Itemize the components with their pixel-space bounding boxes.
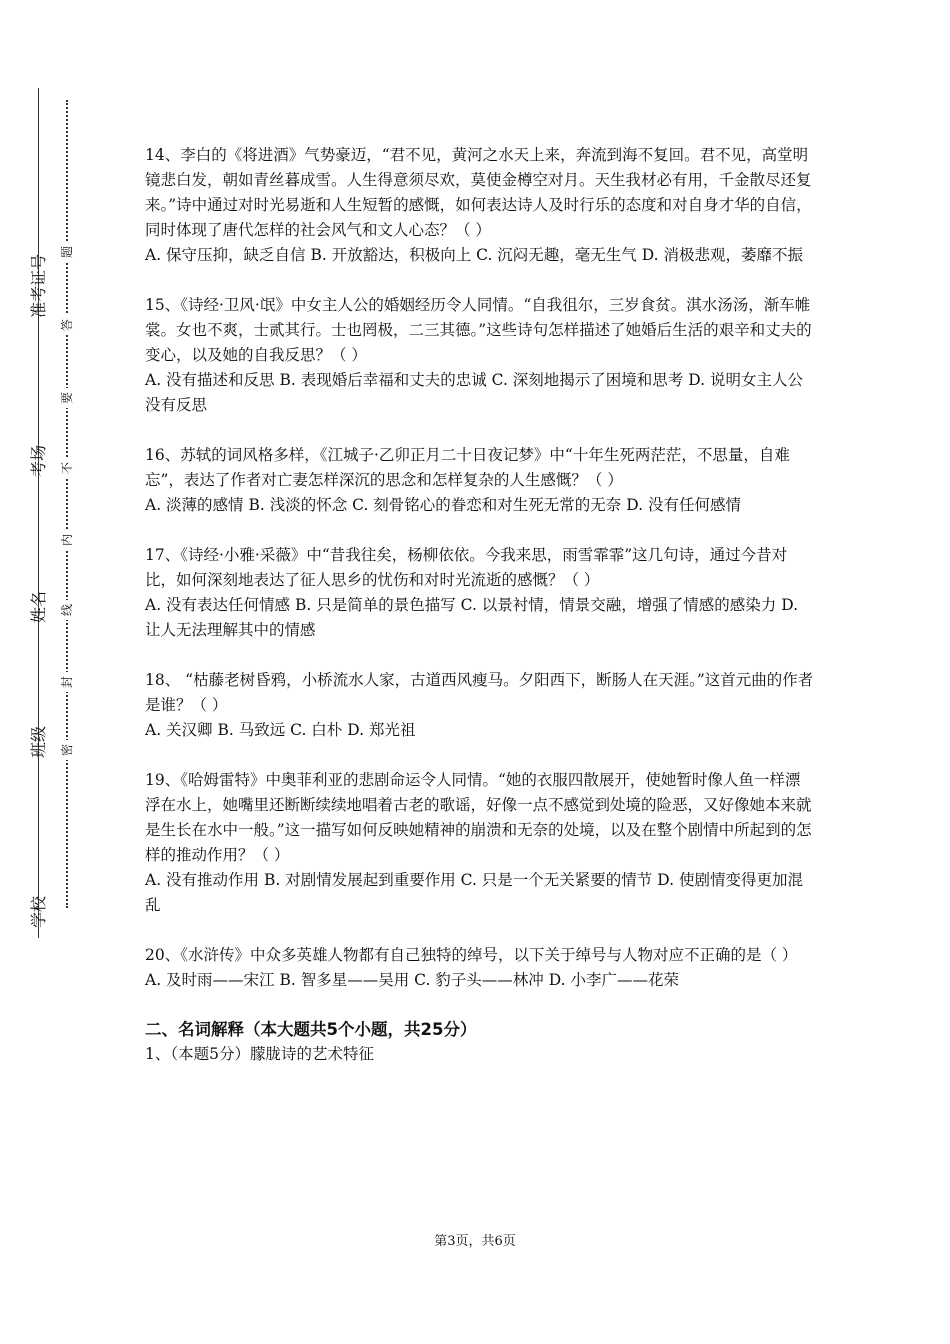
question-19 bbox=[145, 768, 815, 918]
question-16 bbox=[145, 443, 815, 518]
question-15 bbox=[145, 293, 815, 418]
binding-margin bbox=[0, 0, 90, 1344]
seal-char: 内 bbox=[57, 530, 77, 550]
question-text: 17、《诗经·小雅·采薇》中“昔我往矣，杨柳依依。今我来思，雨雪霏霏”这几句诗，通过今昔对比，如何深刻地表达了征人思乡的忧伤和对时光流逝的感慨？（ ） bbox=[145, 546, 788, 589]
seal-char: 封 bbox=[57, 672, 77, 692]
exam-content bbox=[145, 143, 815, 1067]
page-number: 第3页，共6页 bbox=[434, 1234, 516, 1249]
question-options: A. 关汉卿 B. 马致远 C. 白朴 D. 郑光祖 bbox=[145, 721, 416, 739]
question-text: 14、李白的《将进酒》气势豪迈，“君不见，黄河之水天上来，奔流到海不复回。君不见，高堂明镜悲白发，朝如青丝暮成雪。人生得意须尽欢，莫使金樽空对月。天生我材必有用，千金散尽还复来。”诗中通过对时光易逝和人生短暂的感慨，如何表达诗人及时行乐的态度和对自身才华的自信，同时体现了唐代怎样的社会风气和文人心态？（ ） bbox=[145, 146, 812, 239]
question-options: A. 没有描述和反思 B. 表现婚后幸福和丈夫的忠诚 C. 深刻地揭示了困境和思考 D. 说明女主人公没有反思 bbox=[145, 371, 803, 414]
question-options: A. 及时雨——宋江 B. 智多星——吴用 C. 豹子头——林冲 D. 小李广——花荣 bbox=[145, 971, 679, 989]
seal-char: 密 bbox=[57, 740, 77, 760]
question-text: 16、苏轼的词风格多样，《江城子·乙卯正月二十日夜记梦》中“十年生死两茫茫，不思量，自难忘”，表达了作者对亡妻怎样深沉的思念和怎样复杂的人生感慨？（ ） bbox=[145, 446, 790, 489]
question-20 bbox=[145, 943, 815, 993]
seal-char: 答 bbox=[57, 315, 77, 335]
field-name-label: 姓名 bbox=[29, 591, 48, 624]
field-school-label: 学校 bbox=[29, 896, 48, 929]
field-exam-number-label: 准考证号 bbox=[29, 253, 48, 318]
question-options: A. 没有表达任何情感 B. 只是简单的景色描写 C. 以景衬情，情景交融，增强了情感的感染力 D. 让人无法理解其中的情感 bbox=[145, 596, 799, 639]
question-options: A. 淡薄的感情 B. 浅淡的怀念 C. 刻骨铭心的眷恋和对生死无常的无奈 D. 没有任何感情 bbox=[145, 496, 741, 514]
binding-solid-line bbox=[38, 88, 39, 938]
question-17 bbox=[145, 543, 815, 643]
binding-dotted-line bbox=[66, 100, 68, 908]
question-18 bbox=[145, 668, 815, 743]
seal-char: 题 bbox=[57, 242, 77, 262]
question-options: A. 保守压抑，缺乏自信 B. 开放豁达，积极向上 C. 沉闷无趣，毫无生气 D. 消极悲观，萎靡不振 bbox=[145, 246, 803, 264]
seal-char: 不 bbox=[57, 458, 77, 478]
seal-char: 线 bbox=[57, 600, 77, 620]
question-text: 20、《水浒传》中众多英雄人物都有自己独特的绰号，以下关于绰号与人物对应不正确的是（ ） bbox=[145, 946, 798, 964]
question-text: 18、 “枯藤老树昏鸦，小桥流水人家，古道西风瘦马。夕阳西下，断肠人在天涯。”这首元曲的作者是谁？（ ） bbox=[145, 671, 814, 714]
question-text: 15、《诗经·卫风·氓》中女主人公的婚姻经历令人同情。“自我徂尔，三岁食贫。淇水汤汤，渐车帷裳。女也不爽，士贰其行。士也罔极，二三其德。”这些诗句怎样描述了她婚后生活的艰辛和丈夫的变心，以及她的自我反思？（ ） bbox=[145, 296, 812, 364]
field-exam-room-label: 考场 bbox=[29, 445, 48, 478]
field-class-label: 班级 bbox=[29, 726, 48, 759]
term-question-1: 1、（本题5分）朦胧诗的艺术特征 bbox=[145, 1045, 374, 1063]
section-title: 二、名词解释（本大题共5个小题，共25分） bbox=[145, 1020, 477, 1039]
question-14 bbox=[145, 143, 815, 268]
seal-char: 要 bbox=[57, 388, 77, 408]
question-text: 19、《哈姆雷特》中奥菲利亚的悲剧命运令人同情。“她的衣服四散展开，使她暂时像人鱼一样漂浮在水上，她嘴里还断断续续地唱着古老的歌谣，好像一点不感觉到处境的险恶，又好像她本来就是生长在水中一般。”这一描写如何反映她精神的崩溃和无奈的处境，以及在整个剧情中所起到的怎样的推动作用？（ ） bbox=[145, 771, 812, 864]
question-options: A. 没有推动作用 B. 对剧情发展起到重要作用 C. 只是一个无关紧要的情节 D. 使剧情变得更加混乱 bbox=[145, 871, 803, 914]
